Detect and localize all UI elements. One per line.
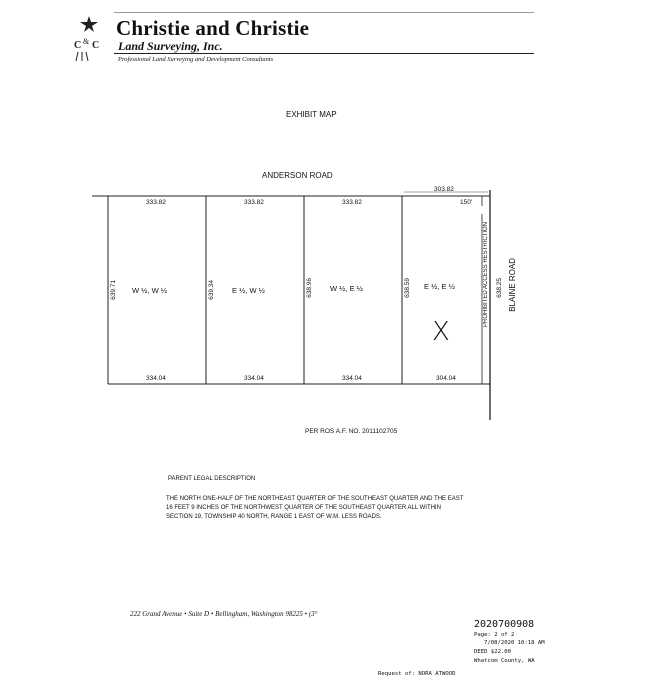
- recording-county: Whatcom County, WA: [474, 658, 535, 664]
- lot4-side-dim: 638.59: [404, 278, 411, 298]
- recording-request: Request of: NORA ATWOOD: [378, 671, 456, 677]
- lot2-top-dim: 333.82: [244, 199, 264, 206]
- footer-address: 222 Grand Avenue • Suite D • Bellingham, Washington 98225 • (3°: [130, 610, 318, 618]
- company-name: Christie and Christie: [116, 16, 310, 40]
- anderson-road-label: ANDERSON ROAD: [262, 171, 333, 180]
- recording-page: Page: 2 of 2: [474, 632, 515, 638]
- lot3-side-dim: 638.96: [306, 278, 313, 298]
- recording-datetime: 7/08/2020 10:18 AM: [484, 640, 545, 646]
- lot3-bottom-dim: 334.04: [342, 375, 362, 382]
- company-tagline: Professional Land Surveying and Development Consultants: [118, 56, 274, 63]
- company-subtitle: Land Surveying, Inc.: [118, 39, 223, 53]
- lot2-label: E ½, W ½: [232, 286, 265, 295]
- svg-text:&: &: [83, 37, 90, 46]
- lot4-label: E ½, E ½: [424, 282, 455, 291]
- lot1-label: W ½, W ½: [132, 286, 168, 295]
- blaine-road-label: BLAINE ROAD: [508, 258, 517, 312]
- lot3-label: W ½, E ½: [330, 284, 363, 293]
- recording-number: 2020700908: [474, 619, 535, 630]
- legal-heading: PARENT LEGAL DESCRIPTION: [168, 476, 256, 482]
- svg-text:C: C: [92, 40, 100, 51]
- lot1-side-dim: 639.71: [110, 280, 117, 300]
- recording-type-fee: DEED $22.00: [474, 649, 512, 655]
- prohibited-access-label: PROHIBITED ACCESS RESTRICTION: [483, 222, 489, 328]
- lot1-top-dim: 333.82: [146, 199, 166, 206]
- selected-lot-mark: X: [432, 317, 450, 347]
- legal-description: THE NORTH ONE-HALF OF THE NORTHEAST QUARTER OF THE SOUTHEAST QUARTER AND THE EAST 16 FEET 9 INCHES OF THE NORTHWEST QUARTER OF THE SOUTHEAST QUARTER ALL WITHIN SECTION 19, TOWNSHIP 40 NORTH, RANGE 1 EAST OF W.M. LESS ROADS.: [166, 496, 464, 520]
- lot2-bottom-dim: 334.04: [244, 375, 264, 382]
- lot4-bottom-dim: 304.04: [436, 375, 456, 382]
- corner-dim: 150': [460, 199, 473, 206]
- ros-reference: PER ROS A.F. NO. 2011102705: [305, 428, 398, 435]
- lot2-side-dim: 639.34: [208, 280, 215, 300]
- right-side-dim: 638.25: [496, 278, 503, 298]
- exhibit-title: EXHIBIT MAP: [286, 110, 337, 119]
- lot3-top-dim: 333.82: [342, 199, 362, 206]
- svg-text:C: C: [74, 40, 82, 51]
- top-right-dim: 303.82: [434, 186, 454, 193]
- lot1-bottom-dim: 334.04: [146, 375, 166, 382]
